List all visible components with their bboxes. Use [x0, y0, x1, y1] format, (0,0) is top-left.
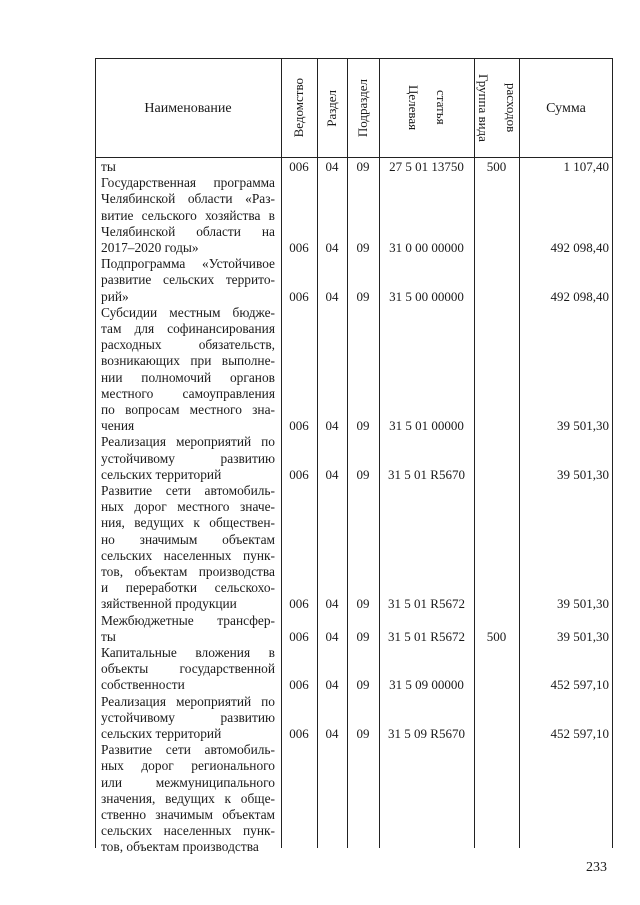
row-name-line: сельских населенных пунк-: [101, 823, 275, 839]
row-name-line: нии полномочий органов: [101, 369, 275, 385]
row-name-line: собственности: [101, 677, 185, 693]
header-celevaya-statya: Целевая статья: [405, 85, 449, 131]
row-name-line: по вопросам местного зна-: [101, 402, 275, 418]
grid-line: [95, 58, 613, 59]
row-name-line: устойчивому развитию: [101, 709, 275, 725]
row-name-line: возникающих при выполне-: [101, 353, 275, 369]
row-name-line: но значимым объектам: [101, 531, 275, 547]
row-name-line: витие сельского хозяйства в: [101, 207, 275, 223]
row-podrazdel: 09: [356, 418, 370, 434]
row-summa: 452 597,10: [550, 677, 609, 693]
row-summa: 39 501,30: [557, 628, 609, 644]
row-vedomstvo: 006: [289, 628, 309, 644]
row-name: [101, 694, 275, 743]
row-razdel: 04: [325, 725, 339, 741]
row-vedomstvo: 006: [289, 466, 309, 482]
grid-line: [474, 58, 475, 848]
row-name-line: ных дорог местного значе-: [101, 499, 275, 515]
row-summa: 492 098,40: [550, 239, 609, 255]
row-name-line: устойчивому развитию: [101, 450, 275, 466]
row-vedomstvo: 006: [289, 677, 309, 693]
row-name-line: значения, ведущих к обще-: [101, 790, 275, 806]
row-name-line: зяйственной продукции: [101, 596, 237, 612]
grid-line: [95, 58, 96, 848]
row-gruppa: 500: [486, 628, 507, 644]
header-vedomstvo: Ведомство: [291, 78, 306, 138]
row-vedomstvo: 006: [289, 725, 309, 741]
row-summa: 39 501,30: [557, 418, 609, 434]
row-podrazdel: 09: [356, 677, 370, 693]
row-name: [101, 175, 275, 256]
row-summa: 39 501,30: [557, 596, 609, 612]
row-summa: 39 501,30: [557, 466, 609, 482]
row-name-line: Капитальные вложения в: [101, 645, 275, 660]
row-podrazdel: 09: [356, 628, 370, 644]
row-name-line: там для софинансирования: [101, 321, 275, 336]
header-name: Наименование: [144, 100, 232, 116]
header-razdel: Раздел: [324, 89, 339, 127]
row-name: [101, 645, 275, 694]
row-summa: 492 098,40: [550, 288, 609, 304]
row-celevaya-statya: 27 5 01 13750: [389, 159, 464, 174]
row-razdel: 04: [325, 288, 339, 304]
row-celevaya-statya: 31 5 09 R5670: [388, 725, 465, 741]
row-podrazdel: 09: [356, 466, 370, 482]
row-razdel: 04: [325, 239, 339, 255]
row-name-line: Реализация мероприятий по: [101, 693, 275, 709]
row-summa: 1 107,40: [563, 159, 609, 174]
row-gruppa: 500: [486, 159, 507, 174]
row-name-line: ты: [101, 159, 116, 174]
row-podrazdel: 09: [356, 159, 370, 174]
row-name: [101, 742, 275, 855]
row-name-line: чения: [101, 418, 135, 434]
row-name-line: Подпрограмма «Устойчивое: [101, 256, 275, 272]
row-vedomstvo: 006: [289, 288, 309, 304]
row-name-line: сельских территорий: [101, 726, 222, 741]
row-celevaya-statya: 31 5 00 00000: [389, 288, 464, 304]
row-celevaya-statya: 31 5 01 R5672: [388, 628, 465, 644]
row-name-line: 2017–2020 годы»: [101, 240, 199, 255]
row-name-line: ты: [101, 628, 116, 644]
row-name-line: Развитие сети автомобиль-: [101, 483, 275, 498]
row-name-line: сельских территорий: [101, 466, 222, 482]
row-razdel: 04: [325, 677, 339, 693]
row-name: [101, 483, 275, 613]
row-name-line: развитие сельских террито-: [101, 272, 275, 288]
row-name-line: Межбюджетные трансфер-: [101, 612, 275, 628]
row-name: [101, 256, 275, 305]
row-name: [101, 434, 275, 483]
header-gruppa-vida-rashodov: Группа вида расходов: [475, 74, 519, 142]
row-name-line: или межмуниципального: [101, 774, 275, 790]
row-razdel: 04: [325, 159, 339, 174]
row-vedomstvo: 006: [289, 159, 309, 174]
page-number: 233: [586, 860, 607, 875]
row-name-line: тов, объектам производства: [101, 839, 259, 855]
row-podrazdel: 09: [356, 239, 370, 255]
row-name-line: Реализация мероприятий по: [101, 434, 275, 450]
row-podrazdel: 09: [356, 596, 370, 612]
header-summa: Сумма: [546, 100, 586, 116]
row-name-line: и переработки сельскохо-: [101, 580, 275, 596]
row-razdel: 04: [325, 418, 339, 434]
row-name: [101, 159, 275, 175]
row-celevaya-statya: 31 5 01 00000: [389, 418, 464, 434]
row-podrazdel: 09: [356, 725, 370, 741]
row-vedomstvo: 006: [289, 239, 309, 255]
row-name-line: местного самоуправления: [101, 385, 275, 401]
row-name-line: тов, объектам производства: [101, 564, 275, 580]
header-podrazdel: Подраздел: [355, 78, 370, 138]
row-name-line: Государственная программа: [101, 175, 275, 191]
grid-line: [612, 58, 613, 848]
row-name-line: ственно значимым объектам: [101, 807, 275, 822]
row-summa: 452 597,10: [550, 725, 609, 741]
row-name-line: ния, ведущих к обществен-: [101, 515, 275, 531]
row-celevaya-statya: 31 5 01 R5672: [388, 596, 465, 612]
row-celevaya-statya: 31 0 00 00000: [389, 239, 464, 255]
row-razdel: 04: [325, 466, 339, 482]
row-name: [101, 305, 275, 435]
row-name: [101, 613, 275, 645]
row-name-line: Развитие сети автомобиль-: [101, 742, 275, 758]
row-razdel: 04: [325, 628, 339, 644]
row-name-line: Челябинской области «Раз-: [101, 191, 275, 207]
row-name-line: сельских населенных пунк-: [101, 547, 275, 563]
row-name-line: Челябинской области на: [101, 223, 275, 239]
budget-table: [95, 58, 613, 855]
row-name-line: расходных обязательств,: [101, 337, 275, 353]
row-name-line: ных дорог регионального: [101, 758, 275, 774]
grid-line: [95, 157, 613, 158]
row-vedomstvo: 006: [289, 418, 309, 434]
row-name-line: рий»: [101, 288, 129, 304]
row-name-line: объекты государственной: [101, 661, 275, 677]
row-celevaya-statya: 31 5 01 R5670: [388, 466, 465, 482]
row-name-line: Субсидии местным бюдже-: [101, 304, 275, 320]
row-razdel: 04: [325, 596, 339, 612]
row-celevaya-statya: 31 5 09 00000: [389, 677, 464, 693]
row-vedomstvo: 006: [289, 596, 309, 612]
row-podrazdel: 09: [356, 288, 370, 304]
